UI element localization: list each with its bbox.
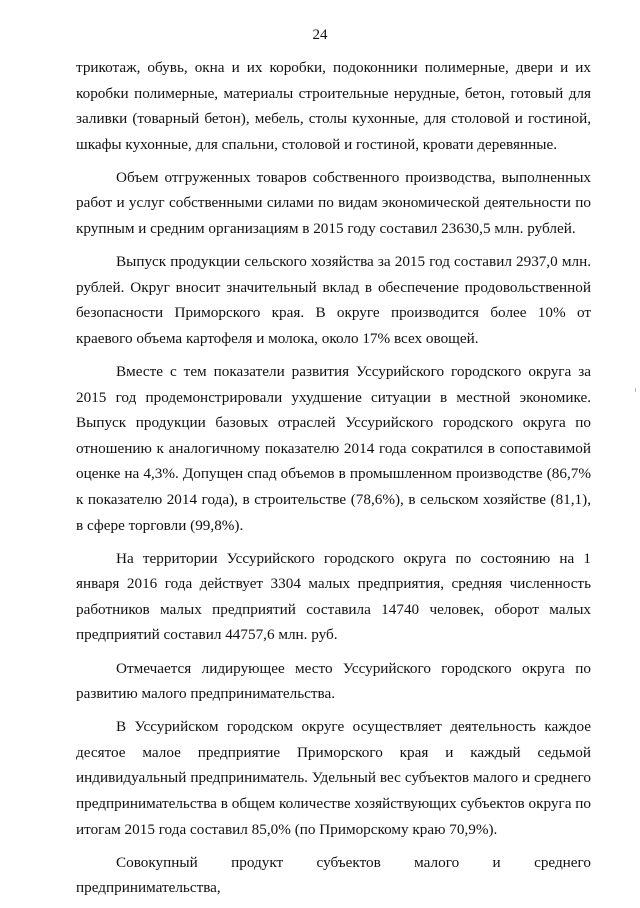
- paragraph-agriculture-output: Выпуск продукции сельского хозяйства за 2015 год составил 2937,0 млн. рублей. Округ вносит значительный вклад в обеспечение продовольственной безопасности Приморского края. В округе производится более 10% от краевого объема картофеля и молока, около 17% всех овощей.: [76, 253, 591, 347]
- paragraph-leading-position: Отмечается лидирующее место Уссурийского городского округа по развитию малого предпринимательства.: [76, 659, 591, 703]
- paragraph-small-enterprises: На территории Уссурийского городского округа по состоянию на 1 января 2016 года действует 3304 малых предприятия, средняя численность работников малых предприятий составила 14740 человек, оборот малых предприятий составил 44757,6 млн. руб.: [76, 549, 591, 644]
- paragraph-aggregate-product: Совокупный продукт субъектов малого и среднего предпринимательства,: [76, 853, 591, 897]
- scan-margin-mark: [635, 388, 636, 392]
- paragraph-entrepreneurship-share: В Уссурийском городском округе осуществляет деятельность каждое десятое малое предприятие Приморского края и каждый седьмой индивидуальный предприниматель. Удельный вес субъектов малого и среднего предпринимательства в общем количестве хозяйствующих субъектов округа по итогам 2015 года составил 85,0% (по Приморскому краю 70,9%).: [76, 718, 591, 838]
- paragraph-shipped-goods-volume: Объем отгруженных товаров собственного производства, выполненных работ и услуг собственными силами по видам экономической деятельности по крупным и средним организациям в 2015 году составил 23630,5 млн. рублей.: [76, 168, 591, 238]
- paragraph-economic-decline: Вместе с тем показатели развития Уссурийского городского округа за 2015 год продемонстрировали ухудшение ситуации в местной экономике. Выпуск продукции базовых отраслей Уссурийского городского округа по отношению к аналогичному показателю 2014 года сократился в сопоставимой оценке на 4,3%. Допущен спад объемов в промышленном производстве (86,7% к показателю 2014 года), в строительстве (78,6%), в сельском хозяйстве (81,1), в сфере торговли (99,8%).: [76, 363, 591, 534]
- document-body: [76, 55, 591, 908]
- paragraph-continuation-products: трикотаж, обувь, окна и их коробки, подоконники полимерные, двери и их коробки полимерные, материалы строительные нерудные, бетон, готовый для заливки (товарный бетон), мебель, столы кухонные, для столовой и гостиной, шкафы кухонные, для спальни, столовой и гостиной, кровати деревянные.: [76, 59, 591, 153]
- page-number: 24: [312, 27, 328, 43]
